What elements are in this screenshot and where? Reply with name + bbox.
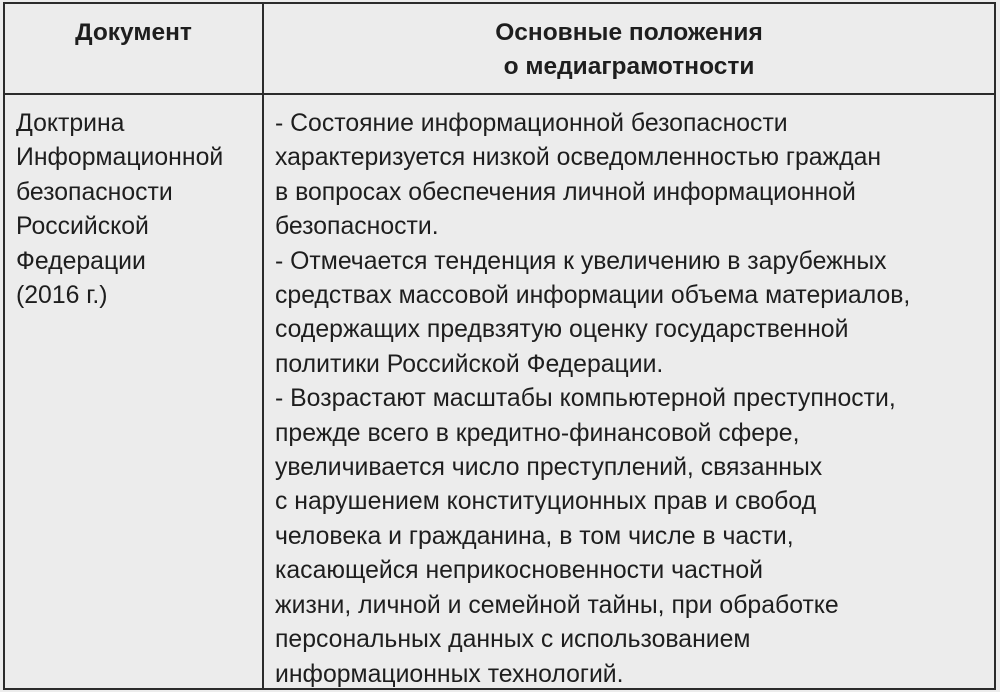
cell-provisions: [264, 95, 994, 688]
document-name-line: (2016 г.): [16, 282, 108, 310]
provision-line: персональных данных с использованием: [275, 626, 751, 654]
header-document-label: Документ: [75, 19, 192, 46]
provision-line: - Отмечается тенденция к увеличению в зарубежных: [275, 247, 887, 275]
header-provisions-line-1: Основные положения: [495, 18, 763, 46]
header-provisions: [264, 4, 994, 93]
cell-document-name: [5, 95, 262, 688]
document-name-line: безопасности: [16, 178, 173, 206]
document-name-line: Информационной: [16, 144, 224, 172]
provision-line: человека и гражданина, в том числе в части,: [275, 522, 794, 550]
provision-line: в вопросах обеспечения личной информационной: [275, 178, 856, 206]
provision-line: информационных технологий.: [275, 660, 624, 688]
header-document: [5, 4, 262, 93]
document-table: [3, 2, 996, 690]
provision-line: безопасности.: [275, 213, 439, 241]
provision-line: жизни, личной и семейной тайны, при обработке: [275, 591, 839, 619]
provision-line: - Возрастают масштабы компьютерной преступности,: [275, 385, 896, 413]
provision-line: увеличивается число преступлений, связанных: [275, 454, 823, 482]
provision-line: с нарушением конституционных прав и свобод: [275, 488, 817, 516]
provision-line: политики Российской Федерации.: [275, 350, 664, 378]
provision-line: - Состояние информационной безопасности: [275, 110, 788, 137]
provision-line: характеризуется низкой осведомленностью граждан: [275, 144, 882, 172]
header-provisions-line-2: о медиаграмотности: [503, 52, 755, 80]
provision-line: касающейся неприкосновенности частной: [275, 557, 763, 585]
document-name-line: Федерации: [16, 247, 146, 275]
document-name-line: Доктрина: [16, 110, 125, 137]
document-name-line: Российской: [16, 213, 149, 241]
provision-line: содержащих предвзятую оценку государственной: [275, 316, 849, 344]
provision-line: прежде всего в кредитно-финансовой сфере,: [275, 419, 800, 447]
provision-line: средствах массовой информации объема материалов,: [275, 282, 911, 310]
